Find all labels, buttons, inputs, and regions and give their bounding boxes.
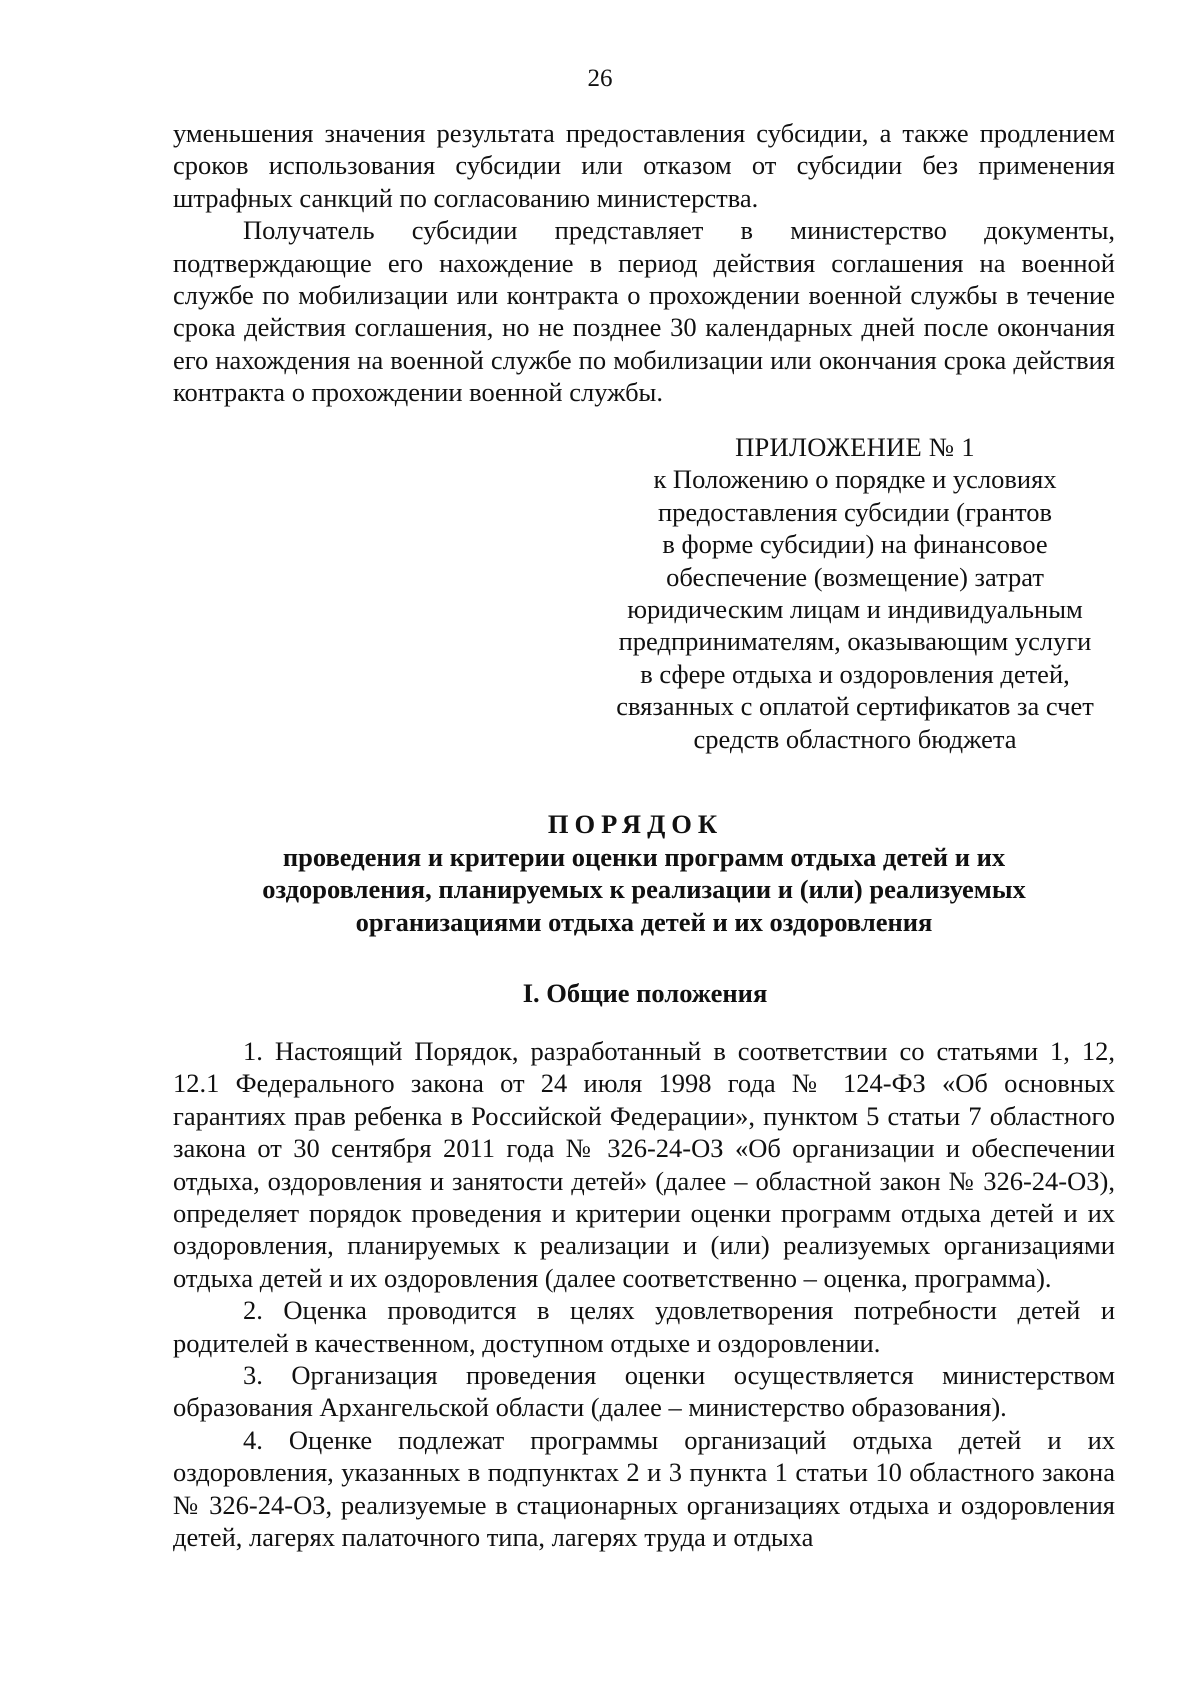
appendix-title: ПРИЛОЖЕНИЕ № 1 [735, 432, 975, 462]
order-subtitle-line: организациями отдыха детей и их оздоровления [355, 906, 933, 937]
appendix-line: в сфере отдыха и оздоровления детей, [640, 658, 1070, 689]
continuation-paragraph: Получатель субсидии представляет в министерство документы, подтверждающие его нахождение в период действия соглашения на военной службе по мобилизации или контракта о прохождении военной службы в течение срока действия соглашения, но не позднее 30 календарных дней после окончания его нахождения на военной службе по мобилизации или окончания срока действия контракта о прохождении военной службы. [173, 215, 1115, 408]
numbered-paragraph: 2. Оценка проводится в целях удовлетворения потребности детей и родителей в качественном, доступном отдыхе и оздоровлении. [173, 1295, 1115, 1358]
appendix-line: обеспечение (возмещение) затрат [666, 561, 1044, 592]
appendix-line: средств областного бюджета [693, 723, 1017, 754]
order-subtitle-line: оздоровления, планируемых к реализации и (или) реализуемых [262, 874, 1026, 905]
numbered-paragraph: 4. Оценке подлежат программы организаций отдыха детей и их оздоровления, указанных в подпунктах 2 и 3 пункта 1 статьи 10 областного закона № 326-24-ОЗ, реализуемые в стационарных организациях отдыха и оздоровления детей, лагерях палаточного типа, лагерях труда и отдыха [173, 1424, 1115, 1553]
appendix-line: предпринимателям, оказывающим услуги [618, 626, 1092, 657]
order-subtitle-line: проведения и критерии оценки программ отдыха детей и их [282, 842, 1006, 872]
appendix-line: к Положению о порядке и условиях [653, 464, 1057, 495]
numbered-paragraph: 1. Настоящий Порядок, разработанный в соответствии со статьями 1, 12, 12.1 Федерального закона от 24 июля 1998 года № 124-ФЗ «Об основных гарантиях прав ребенка в Российской Федерации», пунктом 5 статьи 7 областного закона от 30 сентября 2011 года № 326-24-ОЗ «Об организации и обеспечении отдыха, оздоровления и занятости детей» (далее – областной закон № 326-24-ОЗ), определяет порядок проведения и критерии оценки программ отдыха детей и их оздоровления, планируемых к реализации и (или) реализуемых организациями отдыха детей и их оздоровления (далее соответственно – оценка, программа). [173, 1036, 1115, 1293]
appendix-line: юридическим лицам и индивидуальным [627, 594, 1083, 625]
appendix-block [590, 431, 1120, 755]
continuation-paragraph: уменьшения значения результата предоставления субсидии, а также продлением сроков использования субсидии или отказом от субсидии без применения штрафных санкций по согласованию министерства. [173, 118, 1115, 213]
order-heading: ПОРЯДОК [547, 809, 724, 839]
page-number: 26 [587, 65, 613, 92]
numbered-paragraph: 3. Организация проведения оценки осуществляется министерством образования Архангельской области (далее – министерство образования). [173, 1360, 1115, 1423]
appendix-line: связанных с оплатой сертификатов за счет [616, 691, 1094, 722]
appendix-line: в форме субсидии) на финансовое [662, 529, 1048, 560]
section-heading: I. Общие положения [522, 978, 768, 1008]
continuation-text [173, 117, 1115, 409]
section-body [173, 1035, 1115, 1554]
appendix-line: предоставления субсидии (грантов [657, 496, 1053, 527]
order-subtitle [173, 841, 1115, 938]
